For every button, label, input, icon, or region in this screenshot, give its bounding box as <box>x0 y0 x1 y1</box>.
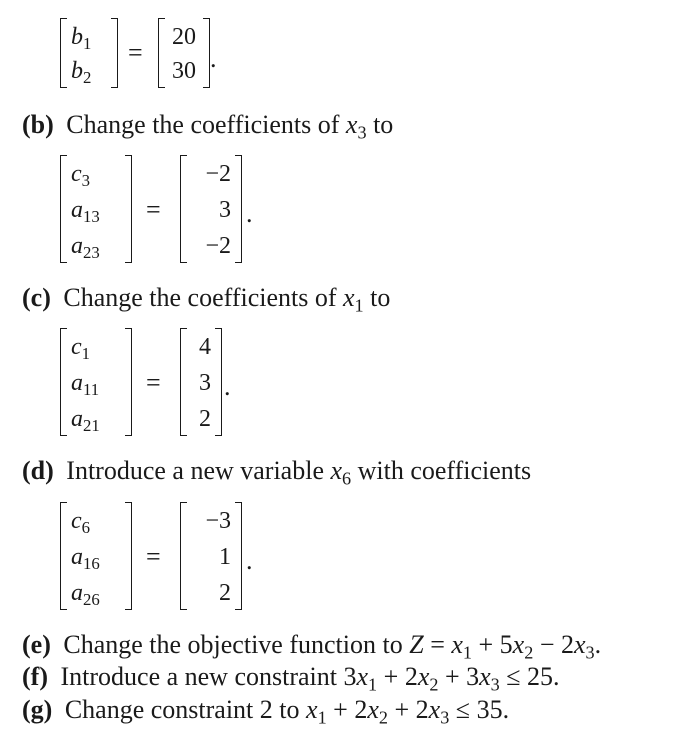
vector-entry: 20 <box>172 24 196 50</box>
vector-entry: $c_1$ <box>71 334 91 364</box>
coefficient: 2 <box>415 695 429 724</box>
lhs-vector-c <box>60 328 132 436</box>
part-text: Change the coefficients of <box>66 110 340 139</box>
variable-subscript: 6 <box>342 468 352 489</box>
period: . <box>553 662 560 691</box>
variable: x <box>345 110 358 139</box>
lhs-vector-d <box>60 502 132 610</box>
equation-a <box>60 18 260 88</box>
part-text-tail: to <box>373 110 394 139</box>
part-label: (g) <box>22 695 53 724</box>
vector-entry: −2 <box>205 233 231 259</box>
part-label: (f) <box>22 662 48 691</box>
period: . <box>246 546 253 575</box>
variable: x <box>512 630 525 659</box>
vector-entry: $a_{16}$ <box>71 544 100 574</box>
equals-sign: = <box>146 195 161 224</box>
coefficient: 2 <box>404 662 418 691</box>
period: . <box>210 44 217 73</box>
part-f-line: (f) Introduce a new constraint $3x_1 + 2x_2 + 3x_3 \le 25$. <box>22 662 560 695</box>
rhs-vector-a <box>158 18 210 88</box>
variable: x <box>330 456 343 485</box>
vector-entry: −3 <box>205 508 231 534</box>
variable: x <box>451 630 463 659</box>
part-text: Change constraint 2 to <box>64 695 300 724</box>
part-text: Change the objective function to <box>63 630 403 659</box>
variable: x <box>428 695 441 724</box>
coefficient: 2 <box>560 630 574 659</box>
constraint-rhs: 25 <box>527 662 554 691</box>
variable: x <box>356 662 369 691</box>
vector-entry: 2 <box>219 580 231 606</box>
operator: + <box>444 662 460 691</box>
variable: x <box>343 283 355 312</box>
variable: x <box>306 695 318 724</box>
operator: + <box>478 630 494 659</box>
equation-d <box>60 502 300 610</box>
variable-subscript: 3 <box>357 122 367 143</box>
part-e-line: (e) Change the objective function to $Z = x_1 + 5x_2 - 2x_3$. <box>22 630 602 663</box>
vector-entry: $a_{26}$ <box>71 580 100 610</box>
variable: x <box>417 662 430 691</box>
part-text: Change the coefficients of <box>63 283 337 312</box>
variable: x <box>367 695 379 724</box>
variable: x <box>479 662 491 691</box>
part-label: (c) <box>22 283 51 312</box>
vector-entry: 3 <box>199 370 211 396</box>
vector-entry: −2 <box>205 161 231 187</box>
operator: + <box>394 695 410 724</box>
coefficient: 3 <box>466 662 480 691</box>
part-label: (e) <box>22 630 51 659</box>
equals-sign: = <box>430 630 445 659</box>
operator: + <box>383 662 399 691</box>
vector-entry: $c_6$ <box>71 508 91 538</box>
part-text-tail: with coefficients <box>357 456 532 485</box>
objective-variable: Z <box>409 630 424 659</box>
lhs-vector-b <box>60 155 132 263</box>
lhs-vector-a <box>60 18 118 88</box>
vector-entry: $b_1$ <box>71 24 92 54</box>
variable: x <box>573 630 586 659</box>
part-d-heading <box>22 456 532 489</box>
part-b-heading <box>22 110 394 143</box>
vector-entry: $b_2$ <box>71 58 92 88</box>
coefficient: 5 <box>499 630 513 659</box>
variable-subscript: 1 <box>354 295 364 316</box>
vector-entry: 3 <box>219 197 231 223</box>
equation-c <box>60 328 300 436</box>
equals-sign: = <box>146 368 161 397</box>
part-label: (b) <box>22 110 54 139</box>
period: . <box>502 695 510 724</box>
coefficient: 3 <box>343 662 357 691</box>
vector-entry: $c_3$ <box>71 161 91 191</box>
vector-entry: $a_{11}$ <box>71 370 100 400</box>
part-text-tail: to <box>370 283 391 312</box>
operator: + <box>333 695 348 724</box>
period: . <box>246 199 253 228</box>
part-text: Introduce a new constraint <box>60 662 337 691</box>
vector-entry: $a_{21}$ <box>71 406 100 436</box>
relation-sign: ≤ <box>506 662 521 691</box>
vector-entry: 4 <box>199 334 211 360</box>
operator: − <box>539 630 555 659</box>
constraint-rhs: 35 <box>476 695 503 724</box>
period: . <box>594 630 602 659</box>
part-text: Introduce a new variable <box>66 456 324 485</box>
part-g-line: (g) Change constraint 2 to $x_1 + 2x_2 + 2x_3 \le 35$. <box>22 695 510 728</box>
vector-entry: $a_{13}$ <box>71 197 100 227</box>
rhs-vector-c <box>180 328 222 436</box>
vector-entry: $a_{23}$ <box>71 233 100 263</box>
coefficient: 2 <box>354 695 368 724</box>
period: . <box>224 372 231 401</box>
vector-entry: 2 <box>199 406 211 432</box>
equals-sign: = <box>146 542 161 571</box>
vector-entry: 1 <box>219 544 231 570</box>
equation-b <box>60 155 300 263</box>
relation-sign: ≤ <box>455 695 471 724</box>
rhs-vector-d <box>180 502 242 610</box>
equals-sign: = <box>128 38 143 67</box>
rhs-vector-b <box>180 155 242 263</box>
part-c-heading <box>22 283 391 316</box>
vector-entry: 30 <box>172 58 196 84</box>
part-label: (d) <box>22 456 54 485</box>
